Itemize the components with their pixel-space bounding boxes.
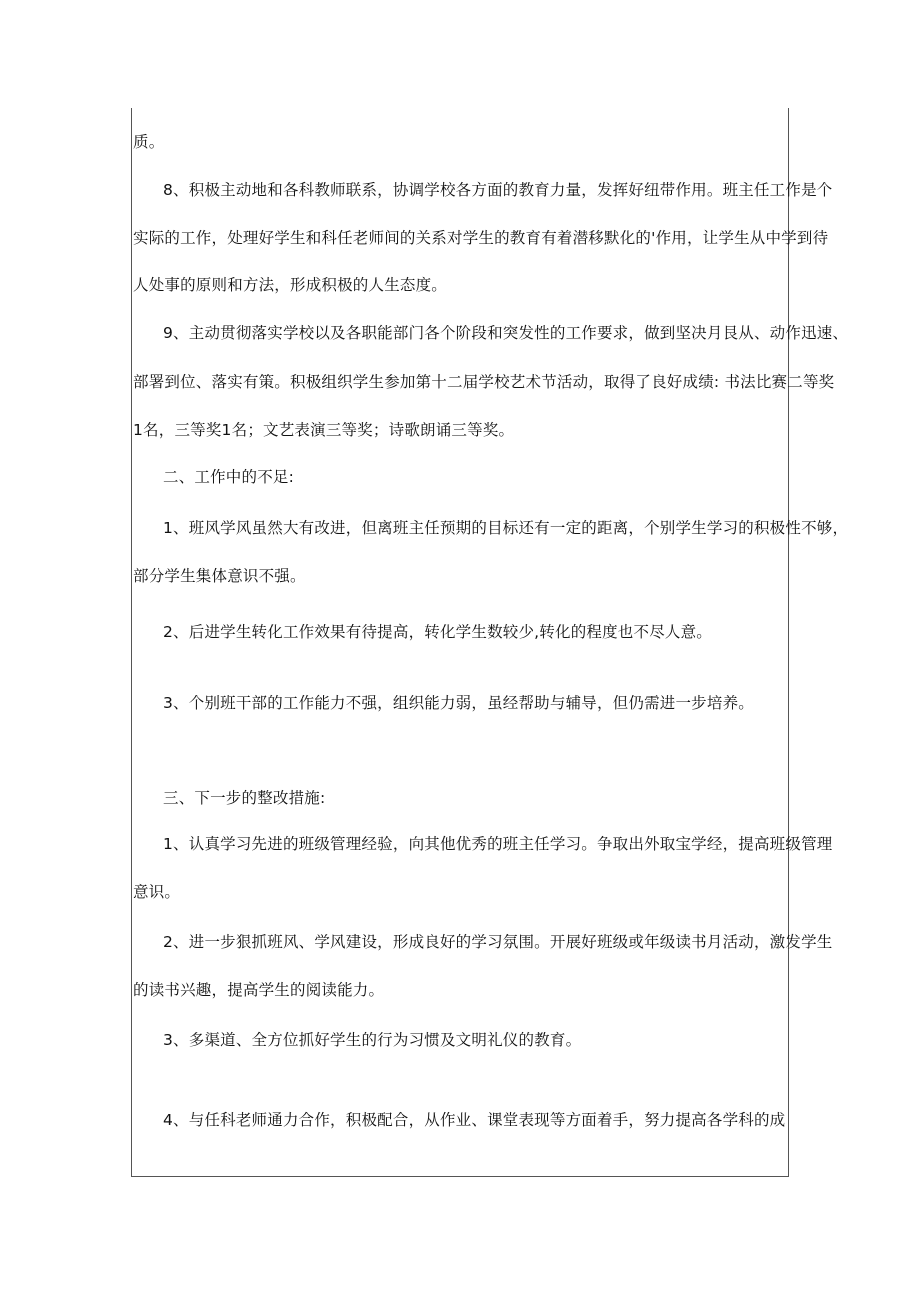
text-line: 1、班风学风虽然大有改进，但离班主任预期的目标还有一定的距离，个别学生学习的积极性不够，: [163, 519, 849, 537]
text-line: 1名，三等奖1名；文艺表演三等奖；诗歌朗诵三等奖。: [133, 421, 515, 439]
text-line: 9、主动贯彻落实学校以及各职能部门各个阶段和突发性的工作要求，做到坚决月艮从、动作迅速、: [163, 324, 849, 342]
text-line: 部分学生集体意识不强。: [133, 567, 306, 585]
text-line: 意识。: [133, 883, 181, 901]
section-heading: 二、工作中的不足:: [163, 468, 295, 486]
text-line: 的读书兴趣，提高学生的阅读能力。: [133, 981, 385, 999]
text-line: 3、多渠道、全方位抓好学生的行为习惯及文明礼仪的教育。: [163, 1031, 582, 1049]
text-line: 实际的工作，处理好学生和科任老师间的关系对学生的教育有着潜移默化的'作用，让学生从中学到待: [133, 229, 829, 247]
text-line: 部署到位、落实有策。积极组织学生参加第十二届学校艺术节活动，取得了良好成绩: 书法比赛二等奖: [133, 373, 835, 391]
text-line: 4、与任科老师通力合作，积极配合，从作业、课堂表现等方面着手，努力提高各学科的成: [163, 1111, 786, 1129]
text-line: 人处事的原则和方法，形成积极的人生态度。: [133, 276, 448, 294]
text-line: 2、进一步狠抓班风、学风建设，形成良好的学习氛围。开展好班级或年级读书月活动，激发学生: [163, 933, 833, 951]
text-line: 1、认真学习先进的班级管理经验，向其他优秀的班主任学习。争取出外取宝学经，提高班级管理: [163, 835, 833, 853]
text-line: 质。: [133, 133, 165, 151]
text-line: 2、后进学生转化工作效果有待提高，转化学生数较少,转化的程度也不尽人意。: [163, 623, 712, 641]
text-line: 3、个别班干部的工作能力不强，组织能力弱，虽经帮助与辅导，但仍需进一步培养。: [163, 694, 754, 712]
text-line: 8、积极主动地和各科教师联系，协调学校各方面的教育力量，发挥好纽带作用。班主任工作是个: [163, 181, 833, 199]
page-frame: [131, 108, 789, 1177]
section-heading: 三、下一步的整改措施:: [163, 789, 326, 807]
